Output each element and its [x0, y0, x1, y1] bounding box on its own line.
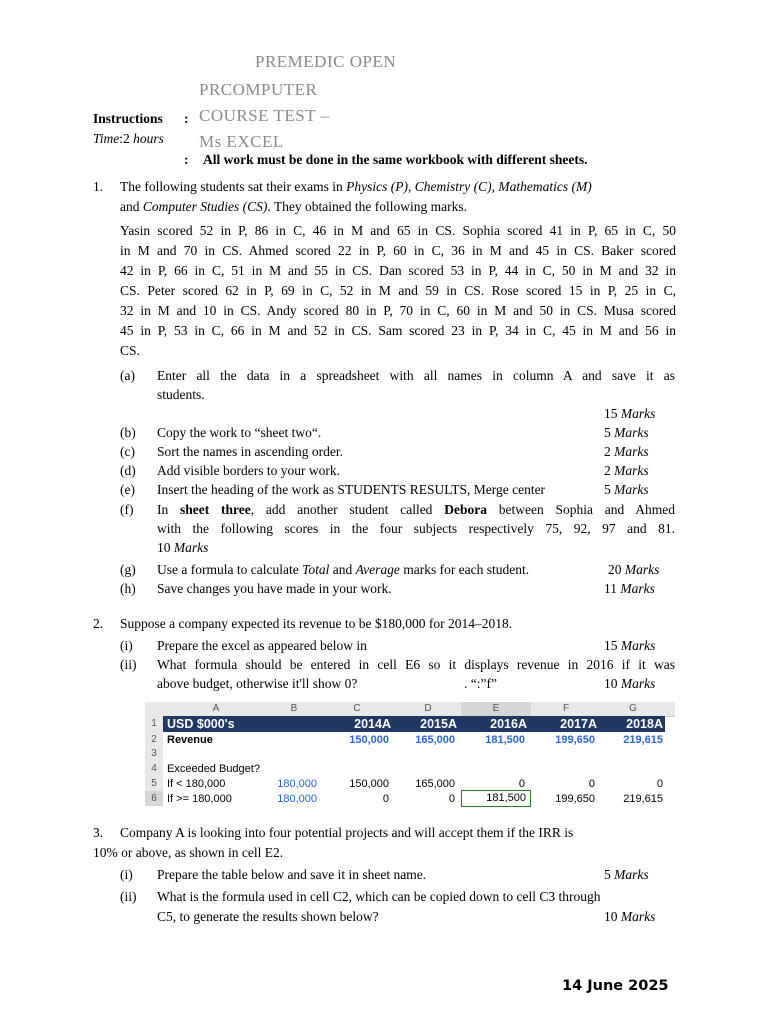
part-text: Enter all the data in a spreadsheet with all names in column A and save it as: [157, 368, 675, 383]
column-header-E: E: [461, 702, 531, 716]
marks-unit: Marks: [620, 638, 656, 653]
cell-A2: Revenue: [167, 734, 213, 746]
scores-line: 45 in P, 53 in C, 66 in M and 52 in CS. Sam scored 23 in P, 34 in C, 45 in M and 56 in: [120, 323, 676, 338]
scores-line: CS.: [120, 343, 140, 358]
marks-unit: Marks: [620, 406, 656, 421]
cell-B5: 180,000: [277, 778, 317, 790]
q1-intro: The following students sat their exams in Physics (P), Chemistry (C), Mathematics (M) and Computer Studies (CS). They obtained the following marks.: [120, 179, 592, 214]
cell-D2: 165,000: [415, 734, 455, 746]
part-label: (i): [120, 638, 133, 653]
scores-line: 32 in M and 10 in CS. Andy scored 80 in P, 70 in C, 60 in M and 50 in CS. Musa scored: [120, 303, 676, 318]
part-text: [157, 500, 675, 520]
cell-D5: 165,000: [415, 778, 455, 790]
q2-intro-text: Suppose a company expected its revenue to be $180,000 for 2014–2018.: [120, 616, 513, 631]
q3-part-ii-cont: [0, 907, 768, 927]
subject-mathematics: Mathematics: [498, 179, 569, 194]
marks-unit: Marks: [614, 482, 649, 497]
part-text: Save changes you have made in your work.: [157, 581, 392, 596]
scores-line: in M and 70 in CS. Ahmed scored 22 in P, 60 in C, 36 in M and 45 in CS. Baker scored: [120, 243, 676, 258]
row-number: 3: [145, 747, 163, 761]
part-text: What is the formula used in cell C2, which can be copied down to cell C3 through: [157, 889, 601, 904]
cell-F5: 0: [588, 778, 595, 790]
scores-line: CS. Peter scored 62 in P, 69 in C, 52 in M and 59 in CS. Rose scored 15 in P, 25 in C,: [120, 283, 676, 298]
part-text-post: marks for each student.: [403, 562, 530, 577]
q2-part-ii: [0, 655, 768, 675]
title-line-4: Ms EXCEL: [199, 132, 284, 151]
title-line-3: COURSE TEST –: [199, 106, 330, 125]
cell-G5: 0: [656, 778, 663, 790]
instruction-colon-2: :: [184, 152, 189, 167]
cell-F1: 2017A: [560, 717, 597, 731]
cell-G6: 219,615: [623, 793, 663, 805]
q1-part-g: [0, 560, 768, 580]
marks-value: 10: [157, 540, 171, 555]
part-label: (d): [120, 463, 136, 478]
q1-part-a-cont: [0, 385, 768, 405]
subject-chemistry-abbr: (C): [473, 179, 492, 194]
q3-text: 10% or above, as shown in cell E2.: [93, 845, 284, 860]
part-text: Add visible borders to your work.: [157, 463, 340, 478]
row-number: 5: [145, 776, 163, 791]
cell-C6: 0: [382, 793, 389, 805]
part-text-post: between Sophia and Ahmed: [498, 502, 676, 517]
marks-value: 5: [604, 482, 611, 497]
q3-number: 3.: [93, 825, 104, 840]
column-header-B: B: [290, 703, 298, 714]
q1-part-a: [0, 366, 768, 386]
footer-date: 14 June 2025: [562, 978, 669, 994]
part-label: (e): [120, 482, 135, 497]
part-text-extra: . “:”f”: [464, 676, 497, 691]
scores-paragraph: [120, 221, 676, 361]
q2-part-i: [0, 636, 768, 656]
subject-mathematics-abbr: (M): [571, 179, 592, 194]
cell-C1: 2014A: [354, 717, 391, 731]
q1-part-e: [0, 480, 768, 500]
cell-A1: USD $000's: [167, 717, 235, 731]
part-label: (h): [120, 581, 136, 596]
cell-C2: 150,000: [349, 734, 389, 746]
scores-line: 42 in P, 66 in C, 51 in M and 55 in CS. Dan scored 53 in P, 44 in C, 50 in M and 32 in: [120, 263, 676, 278]
part-text: Prepare the table below and save it in sheet name.: [157, 867, 427, 882]
part-text-mid: , add another student called: [250, 502, 433, 517]
spreadsheet-image: [145, 702, 675, 806]
cell-F2: 199,650: [555, 734, 595, 746]
column-header-D: D: [424, 703, 432, 714]
part-text: C5, to generate the results shown below?: [157, 909, 379, 924]
time-unit: hours: [133, 131, 164, 146]
q1-part-c: [0, 442, 768, 462]
q1-intro-text: The following students sat their exams in: [120, 179, 343, 194]
part-text: [157, 560, 529, 580]
q1-part-f-marks: [0, 538, 768, 558]
marks-unit: Marks: [614, 867, 649, 882]
q3-part-i: [0, 865, 768, 885]
marks-unit: Marks: [620, 909, 656, 924]
column-header-G: G: [629, 703, 637, 714]
scores-line: Yasin scored 52 in P, 86 in C, 46 in M and 65 in CS. Sophia scored 41 in P, 65 in C, 50: [120, 223, 676, 238]
cell-A6: If >= 180,000: [167, 793, 232, 805]
marks-value: 2: [604, 463, 611, 478]
marks-value: 2: [604, 444, 611, 459]
cell-G1: 2018A: [626, 717, 663, 731]
part-label: (ii): [120, 657, 137, 672]
q3-line2: [0, 843, 768, 863]
row-number: 6: [145, 791, 163, 806]
marks-value: 15: [604, 638, 618, 653]
column-header-C: C: [353, 703, 361, 714]
part-text: Prepare the excel as appeared below in: [157, 638, 367, 653]
instructions-label: Instructions: [93, 111, 163, 126]
time-label: Time: [93, 131, 120, 146]
cell-E5: 0: [518, 778, 525, 790]
cell-A5: If < 180,000: [167, 778, 226, 790]
row-number: 2: [145, 732, 163, 747]
part-label: (g): [120, 562, 136, 577]
part-text-pre: Use a formula to calculate: [157, 562, 299, 577]
q1-part-f-cont: [0, 519, 768, 539]
part-label: (ii): [120, 889, 137, 904]
q2-intro: [0, 614, 768, 634]
cell-F6: 199,650: [555, 793, 595, 805]
cell-C5: 150,000: [349, 778, 389, 790]
column-header-A: A: [212, 703, 220, 714]
cell-E2: 181,500: [485, 734, 525, 746]
title-line-1: PREMEDIC OPEN: [255, 52, 397, 71]
marks-value: 11: [604, 581, 617, 596]
part-text: students.: [157, 387, 205, 402]
marks-unit: Marks: [614, 444, 649, 459]
column-header-F: F: [562, 703, 570, 714]
title-line-2: PRCOMPUTER: [199, 80, 318, 99]
marks-unit: Marks: [620, 676, 656, 691]
cell-D1: 2015A: [420, 717, 457, 731]
part-label: (c): [120, 444, 135, 459]
part-text: Sort the names in ascending order.: [157, 444, 343, 459]
instructions-colon: :: [184, 111, 189, 126]
marks-unit: Marks: [614, 463, 649, 478]
q1-intro-end: . They obtained the following marks.: [267, 199, 467, 214]
q3-line1: [0, 823, 768, 843]
marks-unit: Marks: [614, 425, 649, 440]
subject-chemistry: Chemistry: [414, 179, 471, 194]
time-line: Time:2 hours: [93, 131, 164, 146]
marks-value: 5: [604, 425, 611, 440]
student-name-debora: Debora: [444, 502, 487, 517]
part-label: (i): [120, 867, 133, 882]
instruction-text: All work must be done in the same workbook with different sheets.: [203, 152, 588, 167]
row-number: 4: [145, 761, 163, 776]
marks-unit: Marks: [624, 562, 660, 577]
sheet-three-label: sheet three: [180, 502, 251, 517]
marks-unit: Marks: [620, 581, 655, 596]
q2-number: 2.: [93, 616, 104, 631]
subject-physics: Physics: [346, 179, 388, 194]
subject-physics-abbr: (P): [390, 179, 408, 194]
q3-part-ii: [0, 887, 768, 907]
cell-G2: 219,615: [623, 734, 663, 746]
row-number: 1: [145, 716, 163, 732]
subject-cs-abbr: (CS): [242, 199, 268, 214]
q3-text: Company A is looking into four potential projects and will accept them if the IRR is: [120, 825, 574, 840]
cell-A4: Exceeded Budget?: [167, 763, 260, 775]
part-text: Copy the work to “sheet two“.: [157, 425, 322, 440]
q1-and: and: [120, 199, 140, 214]
part-label: (a): [120, 368, 135, 383]
q1-part-f: [0, 500, 768, 520]
part-text: Insert the heading of the work as STUDENTS RESULTS, Merge center: [157, 482, 546, 497]
subject-cs: Computer Studies: [142, 199, 240, 214]
part-text: above budget, otherwise it'll show 0?: [157, 676, 358, 691]
cell-E6-selected[interactable]: 181,500: [461, 790, 531, 807]
marks-value: 20: [608, 562, 622, 577]
total-word: Total: [302, 562, 330, 577]
time-value: 2: [123, 131, 130, 146]
marks-value: 5: [604, 867, 611, 882]
q1-part-d: [0, 461, 768, 481]
part-label: (b): [120, 425, 136, 440]
average-word: Average: [355, 562, 400, 577]
part-text: What formula should be entered in cell E6 so it displays revenue in 2016 if it was: [157, 657, 675, 672]
q1-part-h: [0, 579, 768, 599]
q1-part-a-marks: [0, 404, 768, 424]
q2-part-ii-cont: [0, 674, 768, 694]
part-text: with the following scores in the four subjects respectively 75, 92, 97 and 81.: [157, 521, 675, 536]
marks-value: 10: [604, 909, 618, 924]
marks-value: 10: [604, 676, 618, 691]
marks-value: 15: [604, 406, 618, 421]
part-label: (f): [120, 502, 134, 517]
cell-D6: 0: [448, 793, 455, 805]
and-word: and: [332, 562, 353, 577]
part-text-pre: In: [157, 502, 169, 517]
q1-part-b: [0, 423, 768, 443]
q1-number: 1.: [93, 179, 104, 194]
cell-E1: 2016A: [490, 717, 527, 731]
cell-B6: 180,000: [277, 793, 317, 805]
marks-unit: Marks: [173, 540, 209, 555]
